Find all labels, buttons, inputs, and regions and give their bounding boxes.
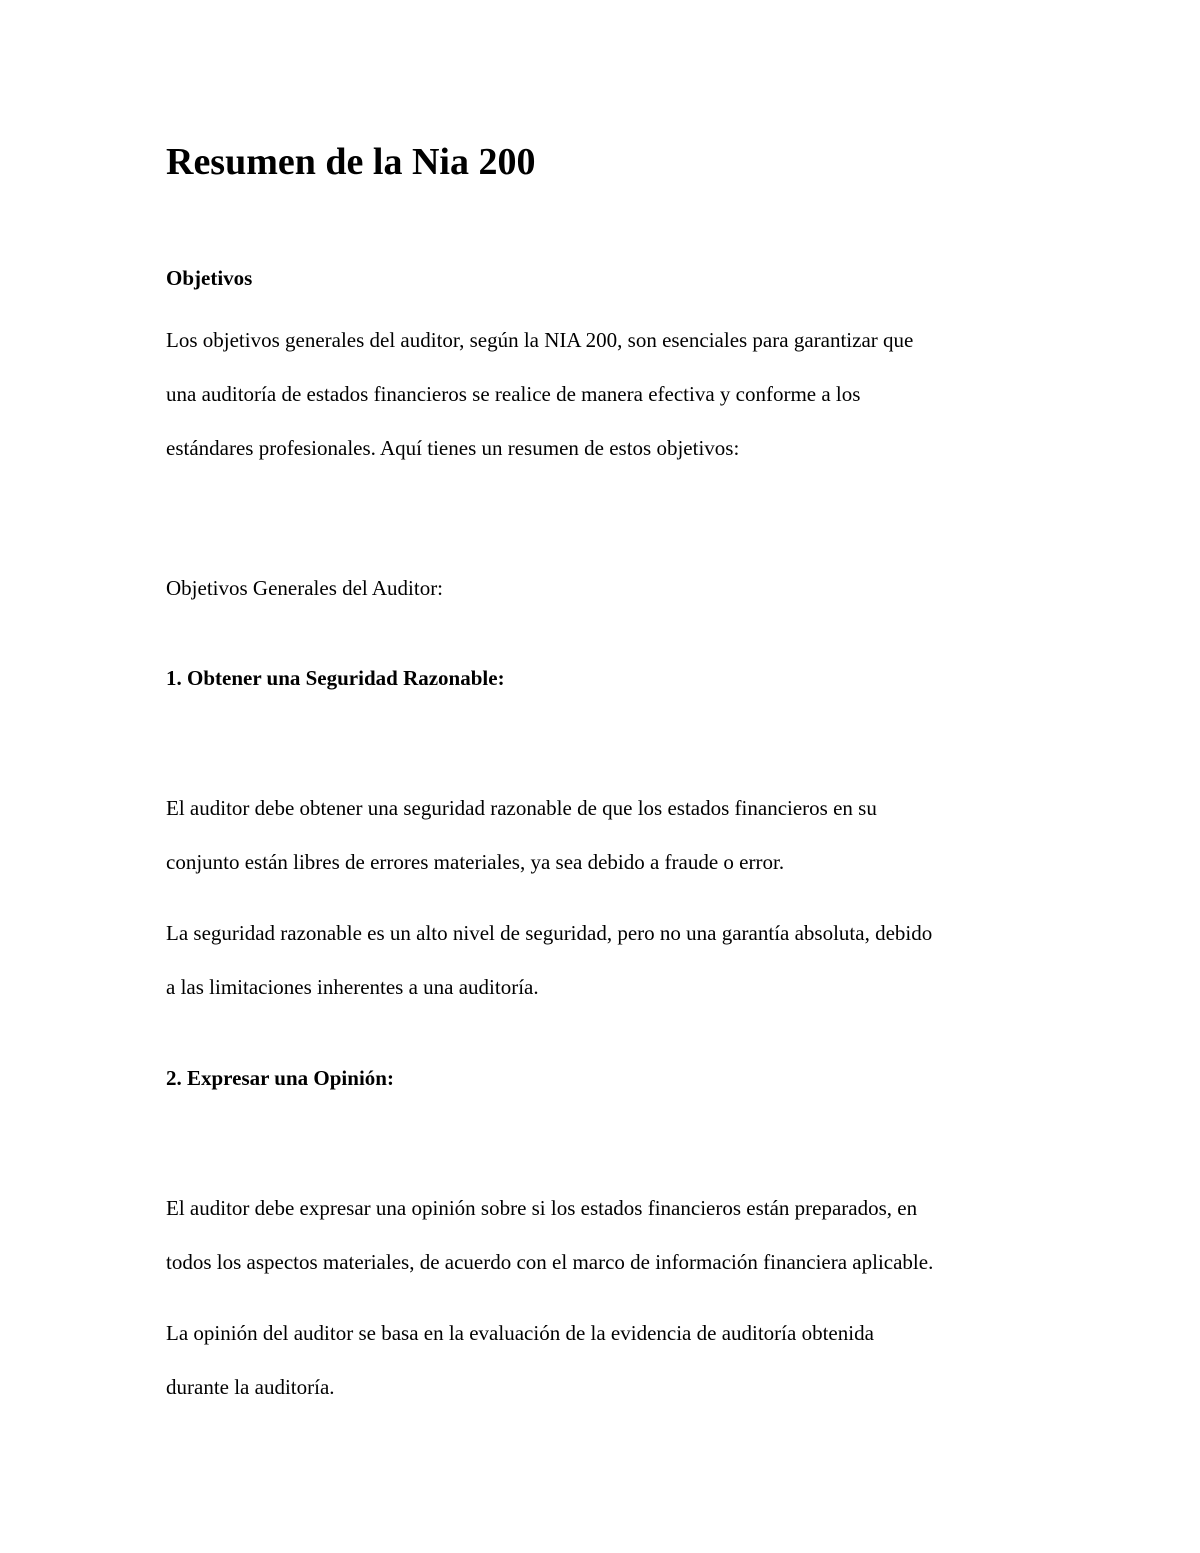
intro-line-3: estándares profesionales. Aquí tienes un resumen de estos objetivos: [166,436,740,460]
item1-heading: 1. Obtener una Seguridad Razonable: [166,666,505,690]
page-title: Resumen de la Nia 200 [166,141,536,183]
item2-p1-line-2: todos los aspectos materiales, de acuerdo con el marco de información financiera aplicable. [166,1250,934,1274]
item2-p2-line-2: durante la auditoría. [166,1375,335,1399]
item1-p1-line-2: conjunto están libres de errores materiales, ya sea debido a fraude o error. [166,850,785,874]
subtitle-objetivos-generales: Objetivos Generales del Auditor: [166,576,444,600]
section-heading-objetivos: Objetivos [166,266,253,290]
item1-p2-line-1: La seguridad razonable es un alto nivel de seguridad, pero no una garantía absoluta, debido [166,921,933,945]
item1-p1-line-1: El auditor debe obtener una seguridad razonable de que los estados financieros en su [166,796,877,820]
item2-p2-line-1: La opinión del auditor se basa en la evaluación de la evidencia de auditoría obtenida [166,1321,874,1345]
item2-p1-line-1: El auditor debe expresar una opinión sobre si los estados financieros están preparados, en [166,1196,918,1220]
intro-line-2: una auditoría de estados financieros se realice de manera efectiva y conforme a los [166,382,861,406]
intro-line-1: Los objetivos generales del auditor, según la NIA 200, son esenciales para garantizar que [166,328,914,352]
item2-heading: 2. Expresar una Opinión: [166,1066,394,1090]
item1-p2-line-2: a las limitaciones inherentes a una auditoría. [166,975,539,999]
